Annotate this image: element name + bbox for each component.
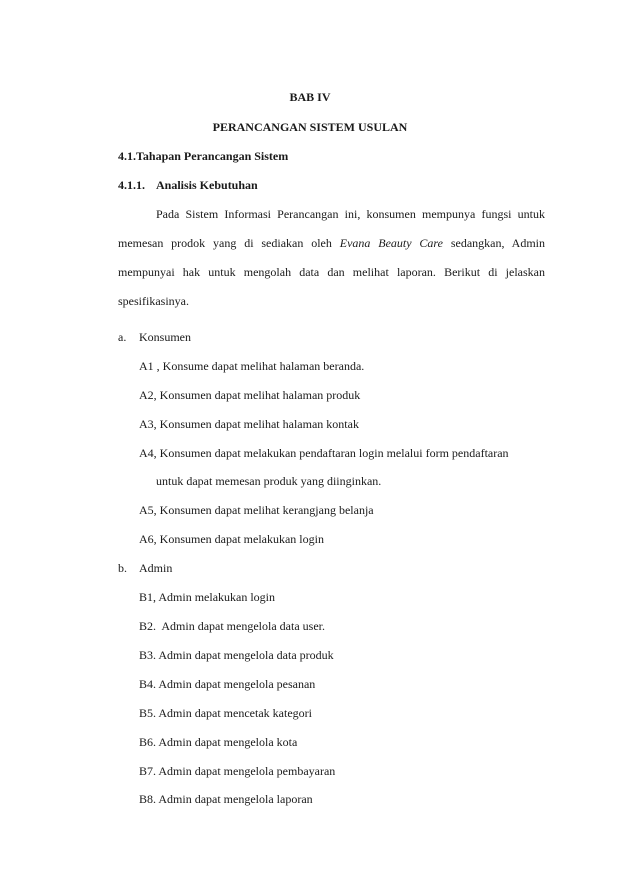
list-item: A5, Konsumen dapat melihat kerangjang belanja [139, 503, 374, 517]
list-item: A2, Konsumen dapat melihat halaman produk [139, 388, 361, 402]
list-item: B8. Admin dapat mengelola laporan [139, 792, 313, 806]
paragraph-line-1: Pada Sistem Informasi Perancangan ini, konsumen mempunya fungsi untuk [156, 207, 545, 221]
subsection-number: 4.1.1. [118, 178, 145, 192]
list-item: A6, Konsumen dapat melakukan login [139, 532, 324, 546]
group-marker-b: b. [118, 561, 127, 575]
list-item: A1 , Konsume dapat melihat halaman beranda. [139, 359, 365, 373]
list-item: B5. Admin dapat mencetak kategori [139, 706, 312, 720]
list-item-continuation: untuk dapat memesan produk yang diinginkan. [156, 474, 382, 488]
list-item: A4, Konsumen dapat melakukan pendaftaran login melalui form pendaftaran [139, 446, 509, 460]
chapter-title: PERANCANGAN SISTEM USULAN [212, 120, 408, 134]
list-item: B7. Admin dapat mengelola pembayaran [139, 764, 336, 778]
brand-name: Evana Beauty Care [339, 236, 443, 250]
list-item: B6. Admin dapat mengelola kota [139, 735, 298, 749]
subsection-title: Analisis Kebutuhan [156, 178, 258, 192]
group-label-konsumen: Konsumen [139, 330, 191, 344]
group-label-admin: Admin [139, 561, 173, 575]
group-marker-a: a. [118, 330, 127, 344]
list-item: B4. Admin dapat mengelola pesanan [139, 677, 316, 691]
paragraph-line-3: mempunyai hak untuk mengolah data dan melihat laporan. Berikut di jelaskan [118, 265, 545, 279]
section-heading: 4.1.Tahapan Perancangan Sistem [118, 149, 289, 163]
list-item: B3. Admin dapat mengelola data produk [139, 648, 334, 662]
paragraph-line-2: memesan prodok yang di sediakan oleh Evana Beauty Care sedangkan, Admin [118, 236, 545, 250]
list-item: A3, Konsumen dapat melihat halaman kontak [139, 417, 359, 431]
list-item: B1, Admin melakukan login [139, 590, 276, 604]
list-item: B2. Admin dapat mengelola data user. [139, 619, 325, 633]
chapter-number: BAB IV [289, 90, 331, 104]
paragraph-line-4: spesifikasinya. [118, 294, 189, 308]
